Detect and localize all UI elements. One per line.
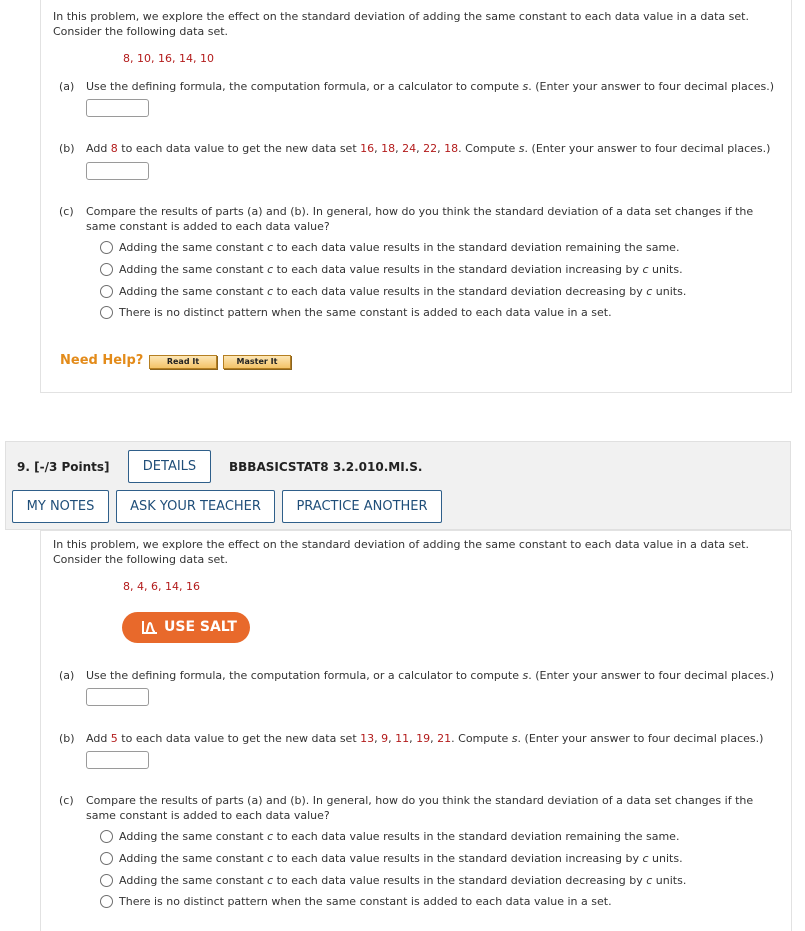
- intro-line-2: Consider the following data set.: [53, 25, 229, 38]
- master-it-button[interactable]: Master It: [223, 355, 291, 369]
- question-id: BBBASICSTAT8 3.2.010.MI.S.: [229, 460, 423, 474]
- option-remaining-same-radio[interactable]: [100, 830, 113, 843]
- details-button[interactable]: DETAILS: [128, 450, 211, 483]
- my-notes-button[interactable]: MY NOTES: [12, 490, 109, 523]
- option-remaining-same-label: Adding the same constant c to each data value results in the standard deviation remaining the same.: [119, 830, 680, 843]
- need-help-label: Need Help?: [60, 353, 144, 368]
- part-a-letter: (a): [59, 669, 75, 682]
- part-a-question: Use the defining formula, the computation formula, or a calculator to compute s. (Enter your answer to four decimal places.): [86, 669, 775, 682]
- part-c-question-line-1: Compare the results of parts (a) and (b). In general, how do you think the standard deviation of a data set changes if the: [86, 794, 754, 807]
- question-number: 9. [-/3 Points]: [17, 460, 110, 474]
- part-b-letter: (b): [59, 732, 75, 745]
- part-c-letter: (c): [59, 205, 74, 218]
- option-no-pattern-radio[interactable]: [100, 895, 113, 908]
- ask-your-teacher-button[interactable]: ASK YOUR TEACHER: [116, 490, 275, 523]
- option-decreasing-label: Adding the same constant c to each data value results in the standard deviation decreasing by c units.: [119, 285, 687, 298]
- option-no-pattern-radio[interactable]: [100, 306, 113, 319]
- part-c-question-line-2: same constant is added to each data value?: [86, 809, 330, 822]
- data-set: 8, 10, 16, 14, 10: [123, 52, 214, 65]
- option-no-pattern-label: There is no distinct pattern when the same constant is added to each data value in a set.: [119, 895, 612, 908]
- part-b-letter: (b): [59, 142, 75, 155]
- use-salt-label: USE SALT: [164, 619, 237, 635]
- option-remaining-same-radio[interactable]: [100, 241, 113, 254]
- part-b-question: Add 5 to each data value to get the new data set 13, 9, 11, 19, 21. Compute s. (Enter your answer to four decimal places.): [86, 732, 764, 745]
- option-increasing-radio[interactable]: [100, 852, 113, 865]
- part-c-letter: (c): [59, 794, 74, 807]
- part-c-question-line-1: Compare the results of parts (a) and (b). In general, how do you think the standard deviation of a data set changes if the: [86, 205, 754, 218]
- option-decreasing-label: Adding the same constant c to each data value results in the standard deviation decreasing by c units.: [119, 874, 687, 887]
- part-b-question: Add 8 to each data value to get the new data set 16, 18, 24, 22, 18. Compute s. (Enter your answer to four decimal places.): [86, 142, 771, 155]
- intro-line-1: In this problem, we explore the effect on the standard deviation of adding the same constant to each data value in a data set.: [53, 10, 749, 23]
- part-a-question: Use the defining formula, the computation formula, or a calculator to compute s. (Enter your answer to four decimal places.): [86, 80, 775, 93]
- option-increasing-label: Adding the same constant c to each data value results in the standard deviation increasing by c units.: [119, 263, 683, 276]
- salt-chart-icon: [142, 620, 158, 634]
- intro-line-2: Consider the following data set.: [53, 553, 229, 566]
- option-decreasing-radio[interactable]: [100, 874, 113, 887]
- read-it-button[interactable]: Read It: [149, 355, 217, 369]
- option-decreasing-radio[interactable]: [100, 285, 113, 298]
- data-set: 8, 4, 6, 14, 16: [123, 580, 200, 593]
- part-a-letter: (a): [59, 80, 75, 93]
- part-a-answer-input[interactable]: [86, 688, 149, 706]
- option-increasing-label: Adding the same constant c to each data value results in the standard deviation increasing by c units.: [119, 852, 683, 865]
- intro-line-1: In this problem, we explore the effect on the standard deviation of adding the same constant to each data value in a data set.: [53, 538, 749, 551]
- part-c-question-line-2: same constant is added to each data value?: [86, 220, 330, 233]
- option-increasing-radio[interactable]: [100, 263, 113, 276]
- practice-another-button[interactable]: PRACTICE ANOTHER: [282, 490, 442, 523]
- part-b-answer-input[interactable]: [86, 751, 149, 769]
- option-remaining-same-label: Adding the same constant c to each data value results in the standard deviation remaining the same.: [119, 241, 680, 254]
- option-no-pattern-label: There is no distinct pattern when the same constant is added to each data value in a set.: [119, 306, 612, 319]
- part-b-answer-input[interactable]: [86, 162, 149, 180]
- use-salt-button[interactable]: [122, 612, 250, 643]
- part-a-answer-input[interactable]: [86, 99, 149, 117]
